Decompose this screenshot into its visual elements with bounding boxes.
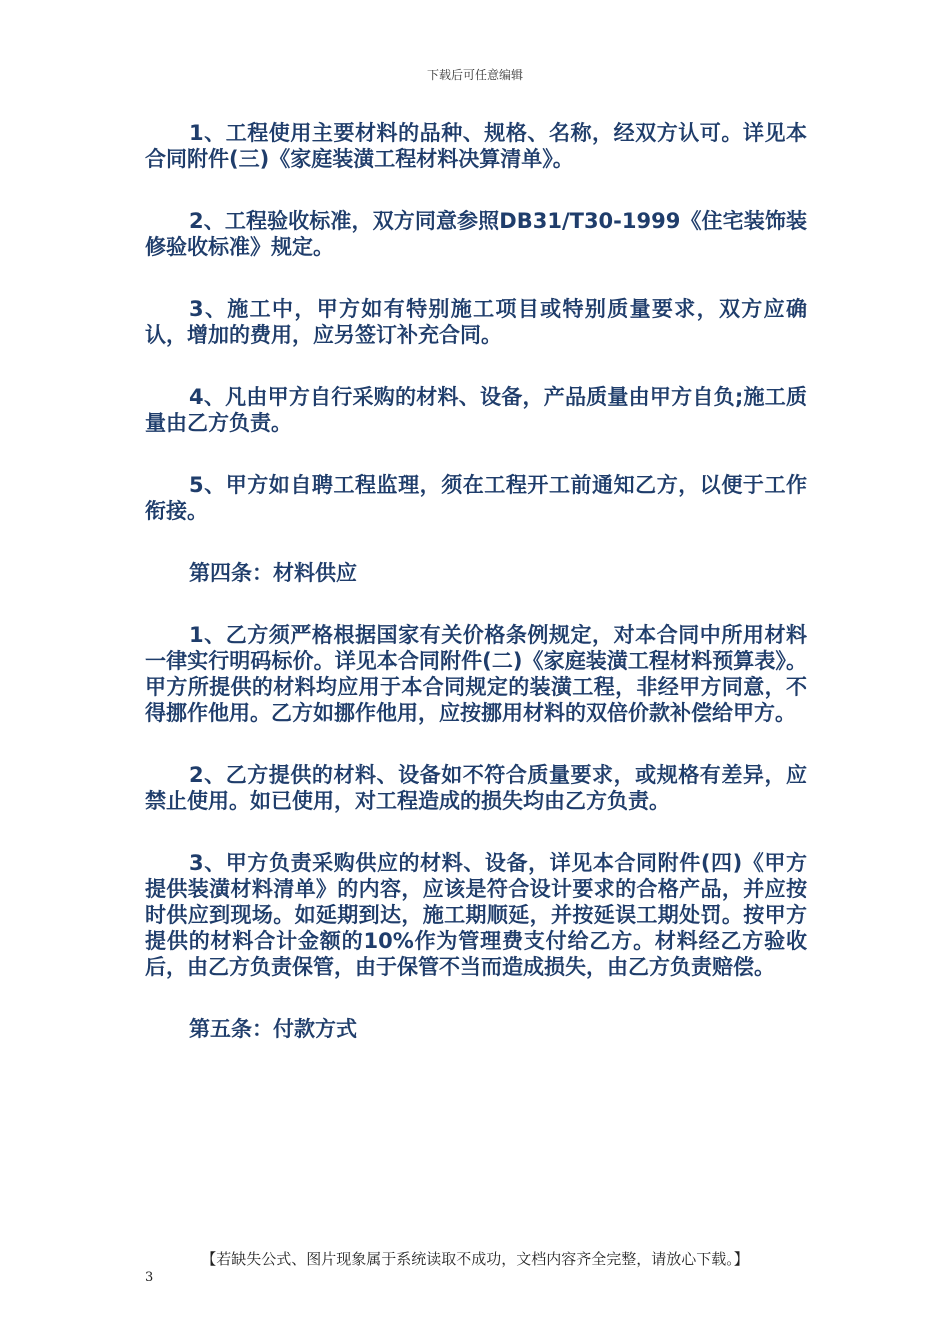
article-4-item-3: 3、甲方负责采购供应的材料、设备，详见本合同附件(四)《甲方提供装潢材料清单》的内容，应该是符合设计要求的合格产品，并应按时供应到现场。如延期到达，施工期顺延，并按延误工期处罚。按甲方提供的材料合计金额的10%作为管理费支付给乙方。材料经乙方验收后，由乙方负责保管，由于保管不当而造成损失，由乙方负责赔偿。 [145,851,807,979]
article-4-item-2: 2、乙方提供的材料、设备如不符合质量要求，或规格有差异，应禁止使用。如已使用，对工程造成的损失均由乙方负责。 [145,763,807,813]
clause-item-4-self-purchase: 4、凡由甲方自行采购的材料、设备，产品质量由甲方自负;施工质量由乙方负责。 [145,385,807,435]
footer-note: 【若缺失公式、图片现象属于系统读取不成功，文档内容齐全完整，请放心下载。】 [201,1250,749,1268]
section-heading-article-5: 第五条：付款方式 [189,1017,357,1041]
article-4-item-1: 1、乙方须严格根据国家有关价格条例规定，对本合同中所用材料一律实行明码标价。详见本合同附件(二)《家庭装潢工程材料预算表》。甲方所提供的材料均应用于本合同规定的装潢工程，非经甲方同意，不得挪作他用。乙方如挪作他用，应按挪用材料的双倍价款补偿给甲方。 [145,623,807,725]
clause-item-1-materials-spec: 1、工程使用主要材料的品种、规格、名称，经双方认可。详见本合同附件(三)《家庭装潢工程材料决算清单》。 [145,121,807,171]
header-note: 下载后可任意编辑 [426,68,523,82]
section-heading-article-4: 第四条：材料供应 [189,561,357,585]
document-body [145,120,807,1078]
clause-item-3-special-requirements: 3、施工中，甲方如有特别施工项目或特别质量要求，双方应确认，增加的费用，应另签订补充合同。 [145,297,807,347]
clause-item-2-acceptance-standard: 2、工程验收标准，双方同意参照DB31/T30-1999《住宅装饰装修验收标准》规定。 [145,209,807,259]
clause-item-5-supervision: 5、甲方如自聘工程监理，须在工程开工前通知乙方，以便于工作衔接。 [145,473,807,523]
page-number: 3 [145,1270,154,1285]
